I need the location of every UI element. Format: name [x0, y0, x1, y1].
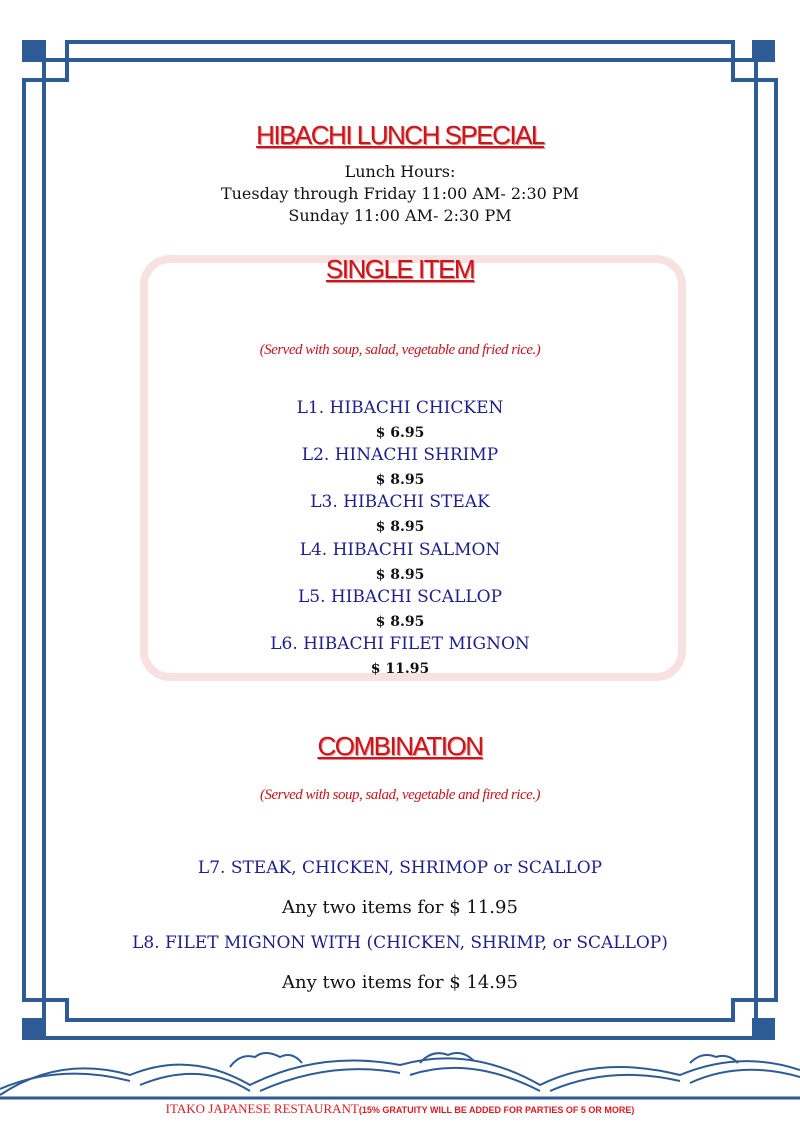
hours-label: Lunch Hours:: [344, 162, 456, 181]
item-price: $ 8.95: [375, 567, 425, 583]
item-name: L6. HIBACHI FILET MIGNON: [270, 634, 530, 654]
single-heading: SINGLE ITEM: [325, 254, 475, 284]
item-price: $ 8.95: [375, 614, 425, 630]
item-name: L4. HIBACHI SALMON: [299, 540, 501, 560]
combo-heading: COMBINATION: [317, 731, 483, 761]
item-name: L1. HIBACHI CHICKEN: [296, 398, 504, 418]
item-price: Any two items for $ 14.95: [282, 972, 518, 993]
item-name: L8. FILET MIGNON WITH (CHICKEN, SHRIMP, or SCALLOP): [132, 933, 668, 953]
wave-border: [0, 1045, 800, 1100]
item-name: L3. HIBACHI STEAK: [310, 492, 490, 512]
page-title: HIBACHI LUNCH SPECIAL: [256, 120, 544, 150]
restaurant-name: ITAKO JAPANESE RESTAURANT: [165, 1101, 359, 1116]
hours-line1: Tuesday through Friday 11:00 AM- 2:30 PM: [220, 184, 580, 203]
item-price: Any two items for $ 11.95: [282, 897, 518, 918]
item-name: L7. STEAK, CHICKEN, SHRIMOP or SCALLOP: [197, 858, 603, 878]
item-price: $ 8.95: [375, 519, 425, 535]
item-price: $ 11.95: [370, 661, 430, 677]
item-price: $ 6.95: [375, 425, 425, 441]
single-note: (Served with soup, salad, vegetable and fried rice.): [259, 342, 541, 358]
footer: [0, 1101, 800, 1117]
item-price: $ 8.95: [375, 472, 425, 488]
hours-line2: Sunday 11:00 AM- 2:30 PM: [288, 206, 512, 225]
item-name: L2. HINACHI SHRIMP: [301, 445, 499, 465]
gratuity-note: (15% GRATUITY WILL BE ADDED FOR PARTIES OF 5 OR MORE): [358, 1105, 635, 1115]
item-name: L5. HIBACHI SCALLOP: [297, 587, 503, 607]
combo-note: (Served with soup, salad, vegetable and fired rice.): [259, 787, 541, 803]
